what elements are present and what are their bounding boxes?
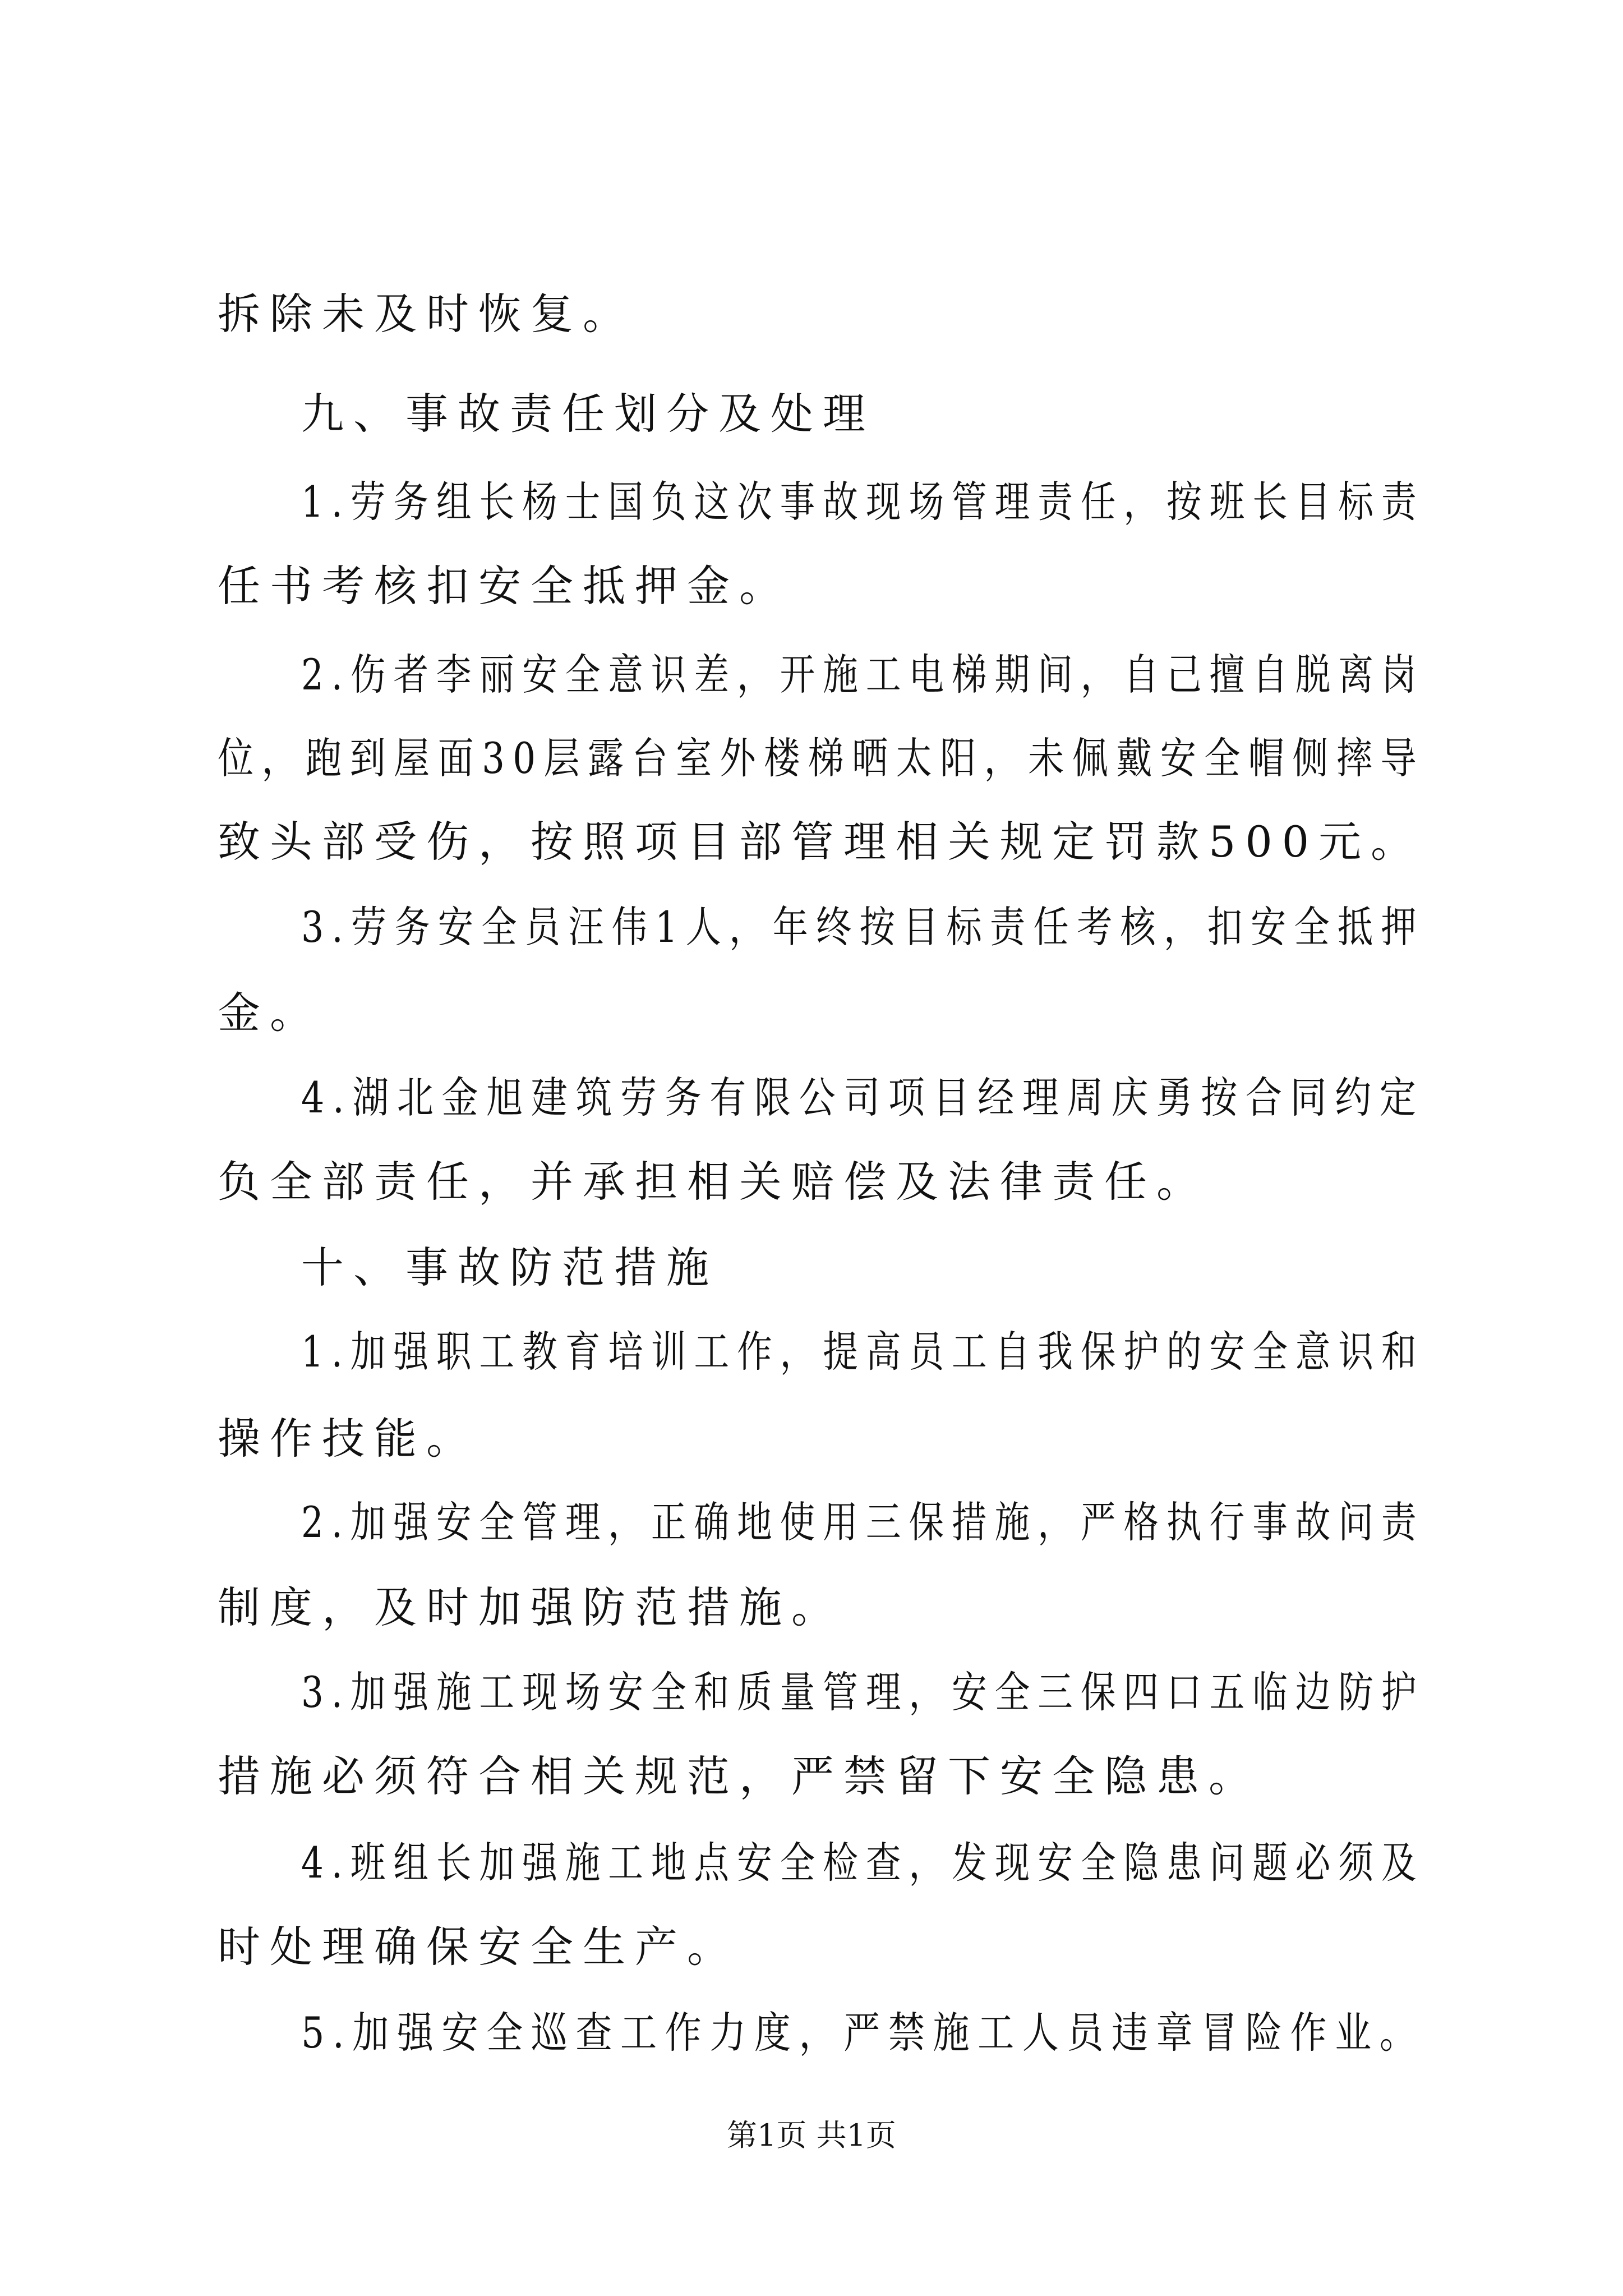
page-footer: [0, 2120, 1623, 2151]
text-line-continuation: 拆除未及时恢复。: [218, 289, 635, 339]
paragraph-line: 金。: [218, 988, 322, 1038]
paragraph-line: 4.班组长加强施工地点安全检查，发现安全隐患问题必须及: [301, 1838, 1424, 1888]
paragraph-line: 1.劳务组长杨士国负这次事故现场管理责任，按班长目标责: [301, 477, 1424, 527]
paragraph-line: 负全部责任，并承担相关赔偿及法律责任。: [218, 1157, 1209, 1207]
section-heading-nine: 九、事故责任划分及处理: [301, 389, 875, 439]
paragraph-line: 4.湖北金旭建筑劳务有限公司项目经理周庆勇按合同约定: [301, 1073, 1424, 1122]
paragraph-line: 任书考核扣安全抵押金。: [218, 561, 791, 611]
paragraph-line: 2.伤者李丽安全意识差，开施工电梯期间，自己擅自脱离岗: [301, 650, 1424, 700]
paragraph-line: 致头部受伤，按照项目部管理相关规定罚款500元。: [218, 817, 1423, 867]
paragraph-line: 时处理确保安全生产。: [218, 1922, 739, 1972]
paragraph-line: 措施必须符合相关规范，严禁留下安全隐患。: [218, 1751, 1261, 1801]
paragraph-line: 3.加强施工现场安全和质量管理，安全三保四口五临边防护: [301, 1667, 1424, 1717]
paragraph-line: 2.加强安全管理，正确地使用三保措施，严格执行事故问责: [301, 1497, 1424, 1547]
paragraph-line: 5.加强安全巡查工作力度，严禁施工人员违章冒险作业。: [301, 2008, 1424, 2058]
section-heading-ten: 十、事故防范措施: [301, 1243, 718, 1292]
paragraph-line: 1.加强职工教育培训工作，提高员工自我保护的安全意识和: [301, 1327, 1424, 1377]
paragraph-line: 操作技能。: [218, 1414, 478, 1464]
paragraph-line: 3.劳务安全员汪伟1人，年终按目标责任考核，扣安全抵押: [301, 902, 1424, 952]
paragraph-line: 制度，及时加强防范措施。: [218, 1582, 843, 1632]
page-number-label: 第1页 共1页: [727, 2118, 896, 2153]
paragraph-line: 位，跑到屋面30层露台室外楼梯晒太阳，未佩戴安全帽侧摔导: [218, 733, 1424, 783]
